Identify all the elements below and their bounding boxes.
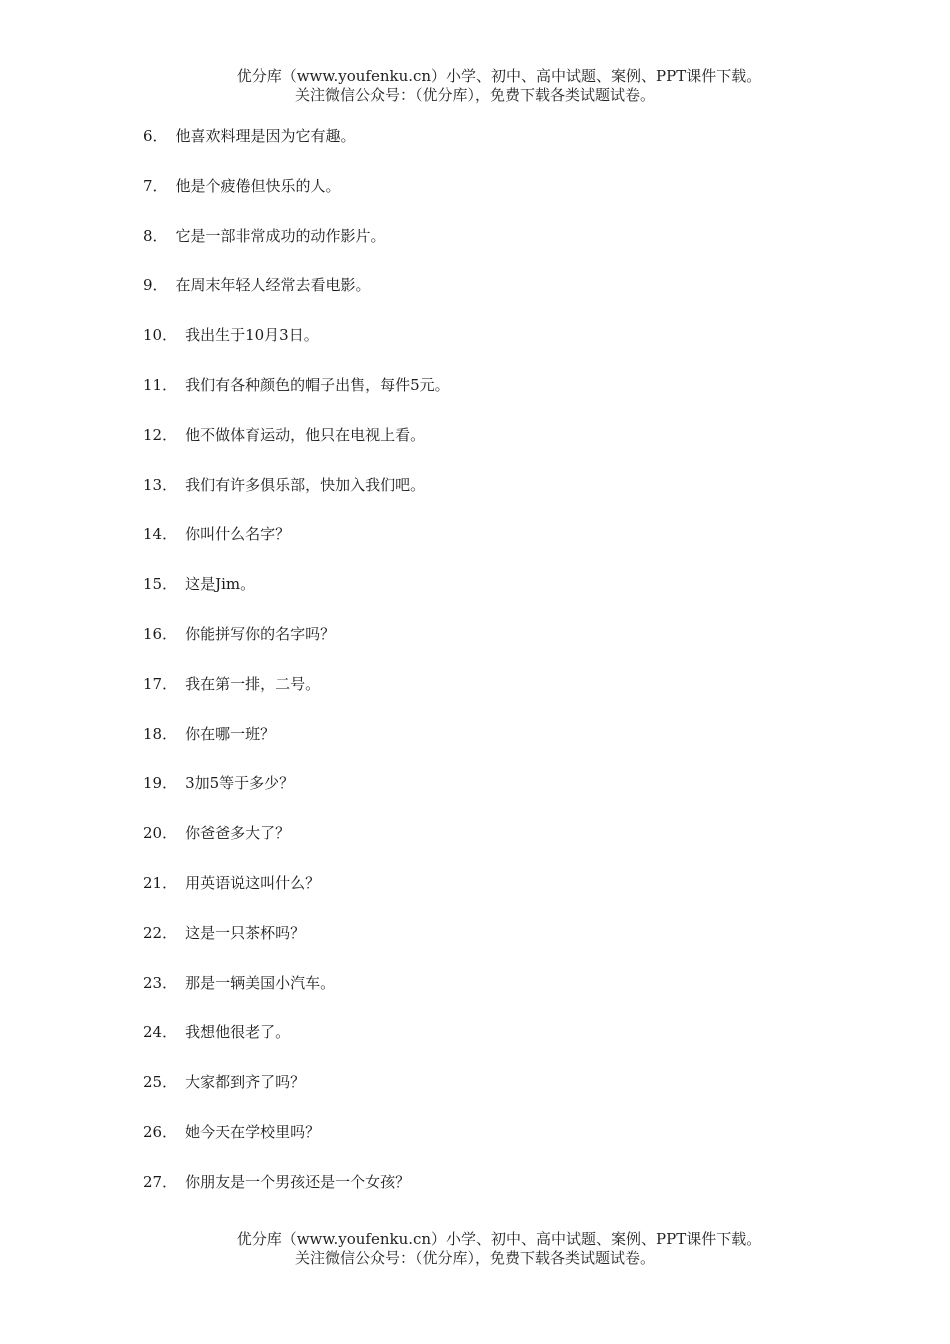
list-item — [143, 573, 450, 623]
list-item — [143, 274, 450, 324]
item-number: 23． — [143, 973, 178, 992]
item-number: 7． — [143, 176, 168, 195]
list-item — [143, 424, 450, 474]
page-header — [0, 67, 950, 105]
list-item — [143, 1021, 450, 1071]
item-text: 你叫什么名字？ — [185, 525, 291, 544]
list-item — [143, 772, 450, 822]
item-text: 大家都到齐了吗？ — [185, 1073, 306, 1092]
item-number: 6． — [143, 127, 168, 145]
item-text: 我们有许多俱乐部，快加入我们吧。 — [185, 475, 426, 494]
item-text: 这是Jim。 — [185, 575, 256, 594]
list-item — [143, 872, 450, 922]
item-number: 9． — [143, 276, 168, 295]
item-number: 12． — [143, 425, 178, 444]
list-item — [143, 972, 450, 1022]
item-text: 他喜欢料理是因为它有趣。 — [175, 127, 356, 145]
item-text: 用英语说这叫什么？ — [185, 873, 321, 892]
item-number: 18． — [143, 724, 178, 743]
item-number: 8． — [143, 226, 168, 245]
item-text: 我想他很老了。 — [185, 1023, 291, 1042]
item-text: 在周末年轻人经常去看电影。 — [175, 276, 371, 295]
item-text: 3加5等于多少？ — [185, 774, 295, 793]
footer-line-1: 优分库（www.youfenku.cn）小学、初中、高中试题、案例、PPT课件下载。 — [236, 1230, 762, 1248]
list-item — [143, 922, 450, 972]
item-text: 那是一辆美国小汽车。 — [185, 973, 336, 992]
item-text: 你能拼写你的名字吗？ — [185, 624, 336, 643]
list-item — [143, 673, 450, 723]
list-item — [143, 623, 450, 673]
item-number: 27． — [143, 1172, 178, 1191]
item-number: 21． — [143, 873, 178, 892]
list-item — [143, 474, 450, 524]
question-list — [143, 125, 450, 1221]
footer-line-2: 关注微信公众号：（优分库），免费下载各类试题试卷。 — [294, 1249, 655, 1267]
item-text: 他是个疲倦但快乐的人。 — [175, 176, 341, 195]
list-item — [143, 1171, 450, 1221]
item-number: 19． — [143, 774, 178, 793]
item-text: 这是一只茶杯吗？ — [185, 923, 306, 942]
item-text: 你在哪一班？ — [185, 724, 276, 743]
header-line-1: 优分库（www.youfenku.cn）小学、初中、高中试题、案例、PPT课件下载。 — [236, 67, 762, 85]
item-text: 她今天在学校里吗？ — [185, 1122, 321, 1141]
item-text: 我出生于10月3日。 — [185, 326, 319, 345]
list-item — [143, 822, 450, 872]
item-number: 25． — [143, 1073, 178, 1092]
item-number: 13． — [143, 475, 178, 494]
item-number: 16． — [143, 624, 178, 643]
item-number: 22． — [143, 923, 178, 942]
list-item — [143, 374, 450, 424]
item-number: 14． — [143, 525, 178, 544]
item-text: 它是一部非常成功的动作影片。 — [175, 226, 386, 245]
list-item — [143, 125, 450, 175]
item-number: 26． — [143, 1122, 178, 1141]
item-number: 10． — [143, 326, 178, 345]
header-line-2: 关注微信公众号：（优分库），免费下载各类试题试卷。 — [294, 86, 655, 104]
list-item — [143, 225, 450, 275]
item-number: 11． — [143, 375, 178, 394]
item-text: 你爸爸多大了？ — [185, 824, 291, 843]
item-text: 我在第一排，二号。 — [185, 674, 321, 693]
item-text: 你朋友是一个男孩还是一个女孩？ — [185, 1172, 411, 1191]
page-footer — [0, 1230, 950, 1268]
list-item — [143, 175, 450, 225]
item-number: 20． — [143, 824, 178, 843]
item-number: 15． — [143, 575, 178, 594]
list-item — [143, 523, 450, 573]
item-number: 17． — [143, 674, 178, 693]
list-item — [143, 324, 450, 374]
item-number: 24． — [143, 1023, 178, 1042]
list-item — [143, 723, 450, 773]
item-text: 他不做体育运动，他只在电视上看。 — [185, 425, 426, 444]
item-text: 我们有各种颜色的帽子出售，每件5元。 — [185, 375, 450, 394]
list-item — [143, 1121, 450, 1171]
list-item — [143, 1071, 450, 1121]
